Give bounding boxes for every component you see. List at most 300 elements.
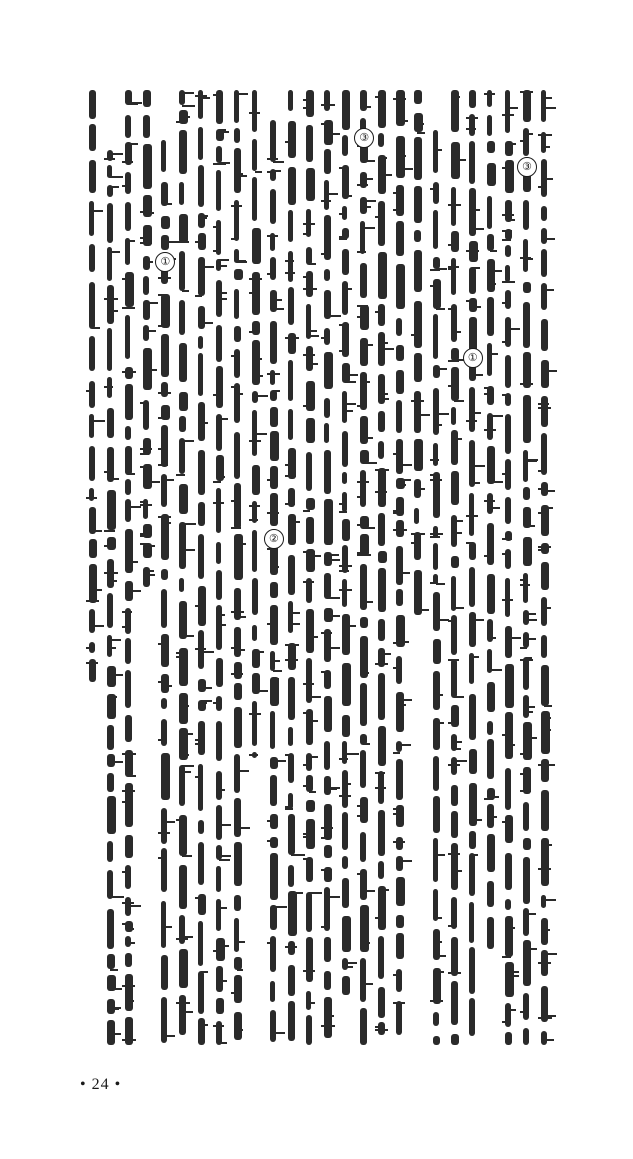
word-glyph bbox=[270, 407, 278, 427]
word-glyph bbox=[360, 958, 366, 1003]
glyph-stroke bbox=[526, 613, 536, 615]
glyph-stroke bbox=[520, 257, 531, 259]
word-glyph bbox=[288, 90, 293, 111]
glyph-stroke bbox=[363, 601, 373, 603]
glyph-stroke bbox=[363, 178, 373, 180]
glyph-stroke bbox=[182, 733, 193, 735]
word-glyph bbox=[378, 304, 385, 326]
word-glyph bbox=[487, 881, 494, 906]
glyph-stroke bbox=[219, 129, 227, 131]
word-glyph bbox=[252, 701, 257, 746]
text-column bbox=[249, 90, 263, 1045]
word-glyph bbox=[306, 517, 314, 543]
word-glyph bbox=[252, 465, 260, 494]
glyph-stroke bbox=[454, 400, 464, 402]
word-glyph bbox=[198, 820, 204, 834]
glyph-stroke bbox=[237, 616, 246, 618]
glyph-stroke bbox=[231, 527, 241, 529]
word-glyph bbox=[487, 493, 493, 514]
glyph-stroke bbox=[128, 775, 136, 777]
word-glyph bbox=[451, 471, 460, 505]
glyph-stroke bbox=[502, 214, 514, 216]
glyph-stroke bbox=[128, 905, 141, 907]
word-glyph bbox=[433, 592, 440, 631]
word-glyph bbox=[342, 90, 350, 130]
word-glyph bbox=[89, 609, 95, 633]
glyph-stroke bbox=[158, 464, 167, 466]
word-glyph bbox=[161, 808, 166, 844]
word-glyph bbox=[161, 901, 166, 948]
word-glyph bbox=[342, 715, 350, 737]
word-glyph bbox=[324, 776, 331, 795]
glyph-stroke bbox=[381, 342, 388, 344]
word-glyph bbox=[396, 318, 401, 336]
glyph-stroke bbox=[544, 146, 550, 148]
word-glyph bbox=[288, 865, 295, 887]
glyph-stroke bbox=[303, 581, 314, 583]
word-glyph bbox=[216, 542, 221, 564]
glyph-stroke bbox=[411, 400, 423, 402]
glyph-stroke bbox=[303, 99, 312, 101]
glyph-stroke bbox=[182, 549, 195, 551]
glyph-stroke bbox=[357, 481, 369, 483]
word-glyph bbox=[89, 488, 94, 501]
glyph-stroke bbox=[472, 228, 485, 230]
glyph-stroke bbox=[309, 636, 318, 638]
word-glyph bbox=[89, 201, 94, 236]
glyph-stroke bbox=[176, 652, 188, 654]
glyph-stroke bbox=[110, 478, 119, 480]
glyph-stroke bbox=[219, 855, 231, 857]
glyph-stroke bbox=[490, 250, 497, 252]
word-glyph bbox=[234, 289, 240, 319]
glyph-stroke bbox=[327, 615, 340, 617]
glyph-stroke bbox=[158, 643, 164, 645]
glyph-stroke bbox=[303, 233, 311, 235]
glyph-stroke bbox=[158, 277, 170, 279]
word-glyph bbox=[179, 251, 185, 290]
word-glyph bbox=[270, 711, 276, 750]
glyph-stroke bbox=[285, 272, 295, 274]
word-glyph bbox=[414, 250, 421, 292]
glyph-stroke bbox=[249, 519, 258, 521]
word-glyph bbox=[469, 947, 475, 993]
word-glyph bbox=[396, 589, 403, 606]
word-glyph bbox=[396, 933, 404, 959]
glyph-stroke bbox=[309, 791, 316, 793]
word-glyph bbox=[396, 759, 403, 799]
word-glyph bbox=[161, 955, 168, 990]
glyph-stroke bbox=[110, 310, 118, 312]
word-glyph bbox=[378, 252, 387, 299]
glyph-stroke bbox=[122, 278, 128, 280]
glyph-stroke bbox=[219, 418, 229, 420]
word-glyph bbox=[505, 160, 514, 193]
glyph-stroke bbox=[219, 824, 231, 826]
glyph-stroke bbox=[520, 790, 531, 792]
glyph-stroke bbox=[176, 241, 189, 243]
word-glyph bbox=[433, 314, 439, 358]
glyph-stroke bbox=[273, 1032, 286, 1034]
word-glyph bbox=[179, 865, 187, 910]
glyph-stroke bbox=[327, 559, 339, 561]
word-glyph bbox=[234, 798, 241, 837]
word-glyph bbox=[125, 974, 133, 1011]
word-glyph bbox=[179, 648, 188, 686]
text-column bbox=[267, 90, 281, 1045]
glyph-stroke bbox=[339, 758, 348, 760]
glyph-stroke bbox=[140, 211, 150, 213]
glyph-stroke bbox=[182, 754, 189, 756]
word-glyph bbox=[306, 800, 315, 812]
glyph-stroke bbox=[538, 407, 551, 409]
glyph-stroke bbox=[86, 647, 93, 649]
glyph-stroke bbox=[285, 754, 291, 756]
glyph-stroke bbox=[110, 696, 117, 698]
glyph-stroke bbox=[201, 702, 208, 704]
glyph-stroke bbox=[249, 292, 260, 294]
word-glyph bbox=[107, 909, 114, 949]
glyph-stroke bbox=[357, 316, 365, 318]
word-glyph bbox=[342, 770, 348, 808]
glyph-stroke bbox=[454, 748, 461, 750]
word-glyph bbox=[179, 130, 186, 173]
word-glyph bbox=[487, 297, 494, 336]
word-glyph bbox=[487, 259, 495, 292]
text-column bbox=[122, 90, 136, 1045]
word-glyph bbox=[107, 537, 116, 550]
glyph-stroke bbox=[472, 854, 479, 856]
word-glyph bbox=[306, 1015, 312, 1045]
word-glyph bbox=[523, 537, 532, 566]
word-glyph bbox=[523, 90, 531, 122]
glyph-stroke bbox=[544, 178, 553, 180]
glyph-stroke bbox=[321, 926, 328, 928]
word-glyph bbox=[396, 221, 404, 256]
word-glyph bbox=[523, 128, 529, 156]
glyph-stroke bbox=[195, 95, 208, 97]
glyph-stroke bbox=[285, 808, 293, 810]
glyph-stroke bbox=[538, 546, 551, 548]
word-glyph bbox=[342, 519, 350, 541]
glyph-stroke bbox=[237, 543, 246, 545]
glyph-stroke bbox=[375, 469, 388, 471]
glyph-stroke bbox=[237, 260, 246, 262]
glyph-stroke bbox=[122, 902, 134, 904]
word-glyph bbox=[198, 921, 204, 966]
word-glyph bbox=[324, 398, 330, 418]
word-glyph bbox=[198, 257, 206, 296]
word-glyph bbox=[396, 345, 404, 361]
glyph-stroke bbox=[303, 551, 315, 553]
glyph-stroke bbox=[122, 161, 133, 163]
footnote-marker: ③ bbox=[354, 128, 374, 148]
glyph-stroke bbox=[146, 302, 157, 304]
word-glyph bbox=[469, 141, 476, 184]
word-glyph bbox=[234, 483, 241, 529]
word-glyph bbox=[252, 139, 257, 171]
glyph-stroke bbox=[219, 162, 231, 164]
glyph-stroke bbox=[454, 96, 460, 98]
glyph-stroke bbox=[399, 464, 411, 466]
glyph-stroke bbox=[508, 1009, 516, 1011]
word-glyph bbox=[433, 130, 438, 173]
glyph-stroke bbox=[267, 158, 278, 160]
glyph-stroke bbox=[526, 460, 537, 462]
glyph-stroke bbox=[544, 238, 555, 240]
word-glyph bbox=[451, 897, 457, 928]
glyph-stroke bbox=[544, 1015, 556, 1017]
word-glyph bbox=[469, 90, 477, 108]
word-glyph bbox=[198, 721, 205, 756]
glyph-stroke bbox=[201, 217, 208, 219]
word-glyph bbox=[179, 438, 184, 474]
word-glyph bbox=[288, 287, 294, 326]
glyph-stroke bbox=[164, 203, 172, 205]
glyph-stroke bbox=[213, 702, 222, 704]
word-glyph bbox=[487, 234, 494, 251]
word-glyph bbox=[89, 90, 96, 119]
glyph-stroke bbox=[327, 788, 337, 790]
text-column bbox=[466, 90, 480, 1045]
glyph-stroke bbox=[158, 832, 170, 834]
word-glyph bbox=[505, 916, 513, 957]
glyph-stroke bbox=[303, 107, 313, 109]
glyph-stroke bbox=[484, 387, 491, 389]
word-glyph bbox=[179, 915, 185, 944]
text-column bbox=[303, 90, 317, 1045]
glyph-stroke bbox=[110, 988, 122, 990]
word-glyph bbox=[523, 657, 529, 690]
glyph-stroke bbox=[399, 479, 411, 481]
glyph-stroke bbox=[273, 660, 280, 662]
glyph-stroke bbox=[502, 394, 510, 396]
word-glyph bbox=[198, 502, 205, 526]
glyph-stroke bbox=[213, 481, 222, 483]
word-glyph bbox=[342, 472, 347, 484]
glyph-stroke bbox=[164, 479, 174, 481]
glyph-stroke bbox=[309, 696, 321, 698]
glyph-stroke bbox=[303, 276, 311, 278]
mongolian-text-block bbox=[84, 90, 554, 1045]
word-glyph bbox=[396, 656, 402, 684]
word-glyph bbox=[469, 749, 477, 774]
word-glyph bbox=[541, 790, 549, 831]
glyph-stroke bbox=[321, 671, 327, 673]
glyph-stroke bbox=[158, 448, 165, 450]
glyph-stroke bbox=[436, 308, 445, 310]
word-glyph bbox=[270, 257, 276, 280]
glyph-stroke bbox=[526, 706, 536, 708]
glyph-stroke bbox=[164, 522, 171, 524]
word-glyph bbox=[396, 1001, 401, 1035]
glyph-stroke bbox=[92, 327, 100, 329]
glyph-stroke bbox=[448, 266, 460, 268]
word-glyph bbox=[306, 90, 314, 117]
glyph-stroke bbox=[339, 324, 349, 326]
word-glyph bbox=[487, 196, 492, 229]
word-glyph bbox=[378, 133, 384, 146]
glyph-stroke bbox=[140, 448, 152, 450]
glyph-stroke bbox=[430, 536, 440, 538]
word-glyph bbox=[451, 576, 457, 611]
glyph-stroke bbox=[466, 542, 473, 544]
glyph-stroke bbox=[448, 853, 461, 855]
glyph-stroke bbox=[448, 385, 458, 387]
glyph-stroke bbox=[182, 855, 192, 857]
glyph-stroke bbox=[393, 974, 400, 976]
glyph-stroke bbox=[345, 288, 352, 290]
glyph-stroke bbox=[110, 639, 121, 641]
word-glyph bbox=[179, 601, 187, 640]
glyph-stroke bbox=[267, 512, 279, 514]
glyph-stroke bbox=[195, 739, 205, 741]
glyph-stroke bbox=[273, 760, 282, 762]
word-glyph bbox=[234, 432, 240, 479]
word-glyph bbox=[378, 726, 386, 766]
word-glyph bbox=[451, 1034, 460, 1045]
glyph-stroke bbox=[219, 980, 227, 982]
word-glyph bbox=[433, 279, 441, 310]
word-glyph bbox=[342, 431, 348, 467]
glyph-stroke bbox=[182, 705, 189, 707]
glyph-stroke bbox=[363, 743, 369, 745]
word-glyph bbox=[161, 634, 168, 668]
word-glyph bbox=[451, 258, 456, 295]
word-glyph bbox=[107, 328, 112, 371]
word-glyph bbox=[125, 426, 131, 441]
glyph-stroke bbox=[490, 669, 502, 671]
word-glyph bbox=[161, 140, 166, 172]
glyph-stroke bbox=[321, 632, 332, 634]
word-glyph bbox=[107, 593, 113, 629]
glyph-stroke bbox=[273, 161, 285, 163]
word-glyph bbox=[469, 694, 477, 740]
word-glyph bbox=[414, 186, 422, 223]
word-glyph bbox=[306, 991, 311, 1011]
glyph-stroke bbox=[357, 184, 368, 186]
glyph-stroke bbox=[363, 942, 370, 944]
word-glyph bbox=[378, 886, 386, 929]
word-glyph bbox=[89, 124, 96, 151]
word-glyph bbox=[125, 172, 131, 194]
glyph-stroke bbox=[508, 975, 519, 977]
word-glyph bbox=[288, 1001, 295, 1041]
glyph-stroke bbox=[122, 923, 130, 925]
glyph-stroke bbox=[508, 637, 521, 639]
word-glyph bbox=[523, 1028, 529, 1045]
word-glyph bbox=[541, 505, 549, 536]
word-glyph bbox=[487, 682, 496, 712]
glyph-stroke bbox=[327, 554, 339, 556]
glyph-stroke bbox=[195, 605, 207, 607]
glyph-stroke bbox=[237, 173, 243, 175]
word-glyph bbox=[125, 897, 131, 916]
word-glyph bbox=[433, 388, 439, 435]
glyph-stroke bbox=[345, 403, 355, 405]
word-glyph bbox=[324, 149, 331, 174]
glyph-stroke bbox=[176, 474, 185, 476]
word-glyph bbox=[288, 251, 293, 282]
word-glyph bbox=[216, 366, 224, 408]
glyph-stroke bbox=[321, 1025, 335, 1027]
glyph-stroke bbox=[104, 158, 115, 160]
word-glyph bbox=[179, 522, 186, 570]
glyph-stroke bbox=[393, 808, 400, 810]
word-glyph bbox=[378, 810, 384, 857]
glyph-stroke bbox=[327, 133, 339, 135]
glyph-stroke bbox=[466, 117, 479, 119]
word-glyph bbox=[179, 416, 186, 432]
word-glyph bbox=[143, 400, 149, 430]
glyph-stroke bbox=[502, 538, 512, 540]
glyph-stroke bbox=[158, 516, 171, 518]
glyph-stroke bbox=[273, 670, 282, 672]
glyph-stroke bbox=[237, 1029, 244, 1031]
word-glyph bbox=[89, 336, 95, 372]
glyph-stroke bbox=[357, 815, 364, 817]
word-glyph bbox=[378, 568, 385, 613]
glyph-stroke bbox=[339, 795, 351, 797]
word-glyph bbox=[433, 756, 440, 791]
glyph-stroke bbox=[538, 868, 551, 870]
glyph-stroke bbox=[291, 521, 300, 523]
glyph-stroke bbox=[267, 942, 273, 944]
glyph-stroke bbox=[544, 97, 552, 99]
glyph-stroke bbox=[466, 128, 476, 130]
glyph-stroke bbox=[231, 992, 240, 994]
glyph-stroke bbox=[430, 188, 440, 190]
word-glyph bbox=[288, 753, 294, 783]
glyph-stroke bbox=[321, 104, 335, 106]
glyph-stroke bbox=[436, 917, 443, 919]
glyph-stroke bbox=[363, 437, 373, 439]
word-glyph bbox=[396, 546, 403, 585]
word-glyph bbox=[161, 334, 168, 377]
glyph-stroke bbox=[92, 589, 102, 591]
glyph-stroke bbox=[128, 103, 138, 105]
glyph-stroke bbox=[92, 420, 103, 422]
glyph-stroke bbox=[285, 503, 295, 505]
word-glyph bbox=[324, 696, 332, 732]
word-glyph bbox=[541, 283, 547, 310]
word-glyph bbox=[469, 267, 477, 294]
glyph-stroke bbox=[219, 907, 228, 909]
word-glyph bbox=[541, 206, 547, 221]
word-glyph bbox=[198, 971, 205, 1014]
glyph-stroke bbox=[309, 363, 318, 365]
word-glyph bbox=[396, 400, 401, 432]
glyph-stroke bbox=[417, 609, 429, 611]
word-glyph bbox=[487, 574, 495, 615]
glyph-stroke bbox=[520, 647, 527, 649]
word-glyph bbox=[342, 614, 350, 655]
word-glyph bbox=[161, 514, 169, 560]
glyph-stroke bbox=[231, 355, 237, 357]
glyph-stroke bbox=[140, 242, 152, 244]
word-glyph bbox=[469, 387, 476, 431]
word-glyph bbox=[234, 128, 240, 144]
word-glyph bbox=[234, 842, 243, 887]
word-glyph bbox=[216, 658, 223, 687]
word-glyph bbox=[505, 578, 510, 617]
glyph-stroke bbox=[104, 298, 117, 300]
text-column bbox=[86, 90, 100, 1045]
word-glyph bbox=[360, 338, 368, 366]
word-glyph bbox=[252, 90, 257, 132]
word-glyph bbox=[324, 90, 330, 111]
glyph-stroke bbox=[158, 417, 167, 419]
